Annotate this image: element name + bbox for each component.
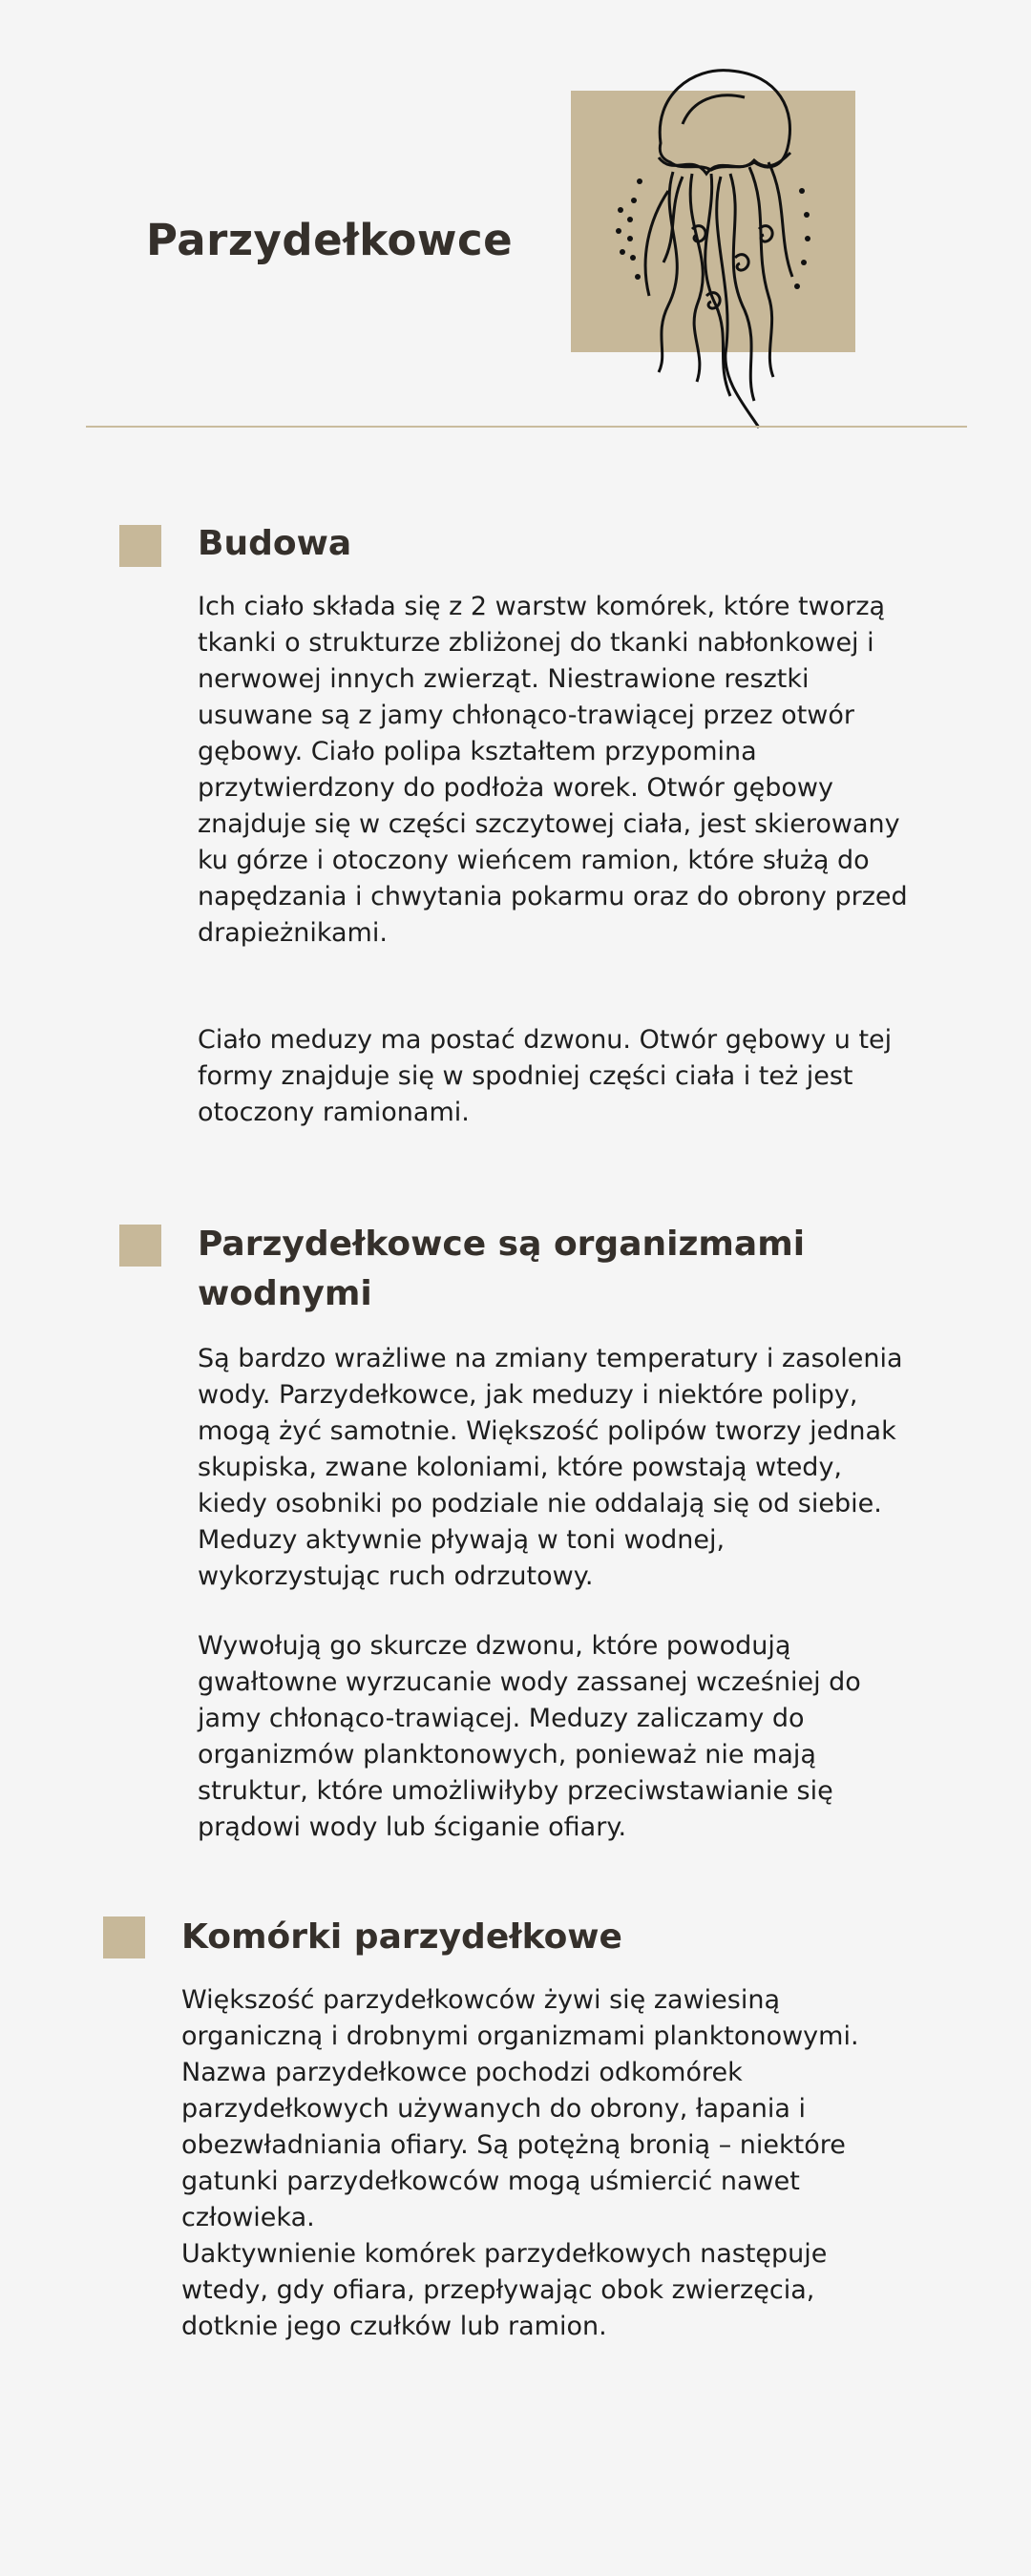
section-paragraph: Ich ciało składa się z 2 warstw komórek, które tworzą tkanki o strukturze zbliżonej do tkanki nabłonkowej i nerwowej innych zwierząt. Niestrawione resztki usuwane są z jamy chłonąco-trawiącej przez otwór gębowy. Ciało polipa kształtem przypomina przytwierdzony do podłoża worek. Otwór gębowy znajduje się w części szczytowej ciała, jest skierowany ku górze i otoczony wieńcem ramion, które służą do napędzania i chwytania pokarmu oraz do obrony przed drapieżnikami. — [198, 592, 908, 948]
header-divider — [86, 426, 967, 428]
section-paragraph: Wywołują go skurcze dzwonu, które powodują gwałtowne wyrzucanie wody zassanej wcześniej do jamy chłonąco-trawiącej. Meduzy zaliczamy do organizmów planktonowych, ponieważ nie mają struktur, które umożliwiłyby przeciwstawianie się prądowi wody lub ściganie ofiary. — [198, 1631, 861, 1842]
section-marker — [119, 1225, 161, 1267]
section-paragraph: Ciało meduzy ma postać dzwonu. Otwór gębowy u tej formy znajduje się w spodniej części ciała i też jest otoczony ramionami. — [198, 1025, 893, 1127]
section-title-organizmy-wodne: Parzydełkowce są organizmami wodnymi — [198, 1225, 806, 1313]
jellyfish-illustration-icon — [601, 67, 821, 429]
section-title-budowa: Budowa — [198, 524, 352, 563]
section-paragraph: Są bardzo wrażliwe na zmiany temperatury i zasolenia wody. Parzydełkowce, jak meduzy i niektóre polipy, mogą żyć samotnie. Większość polipów tworzy jednak skupiska, zwane koloniami, które powstają wtedy, kiedy osobniki po podziale nie oddalają się od siebie. Meduzy aktywnie pływają w toni wodnej, wykorzystując ruch odrzutowy. — [198, 1344, 903, 1591]
page-title: Parzydełkowce — [146, 215, 514, 265]
section-marker — [119, 525, 161, 567]
section-paragraph: Większość parzydełkowców żywi się zawiesiną organiczną i drobnymi organizmami planktonowymi. Nazwa parzydełkowce pochodzi odkomórek parzydełkowych używanych do obrony, łapania i obezwładniania ofiary. Są potężną bronią – niektóre gatunki parzydełkowców mogą uśmiercić nawet człowieka. — [181, 1985, 859, 2232]
section-marker — [103, 1916, 145, 1958]
section-title-komorki: Komórki parzydełkowe — [181, 1917, 622, 1957]
section-paragraph: Uaktywnienie komórek parzydełkowych następuje wtedy, gdy ofiara, przepływając obok zwierzęcia, dotknie jego czułków lub ramion. — [181, 2239, 828, 2341]
